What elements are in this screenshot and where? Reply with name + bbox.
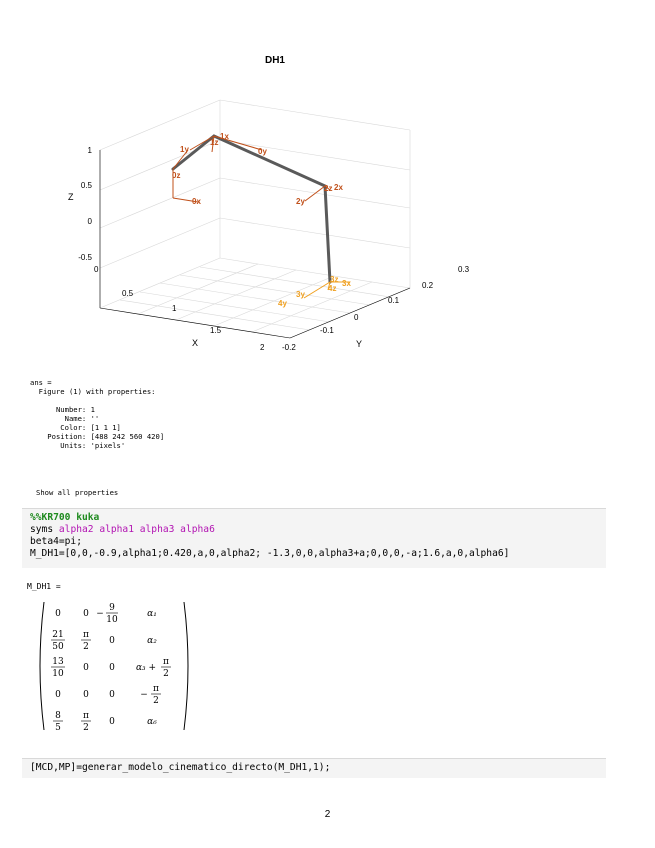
frame-label-0z: 0z	[172, 171, 181, 180]
ans-line: Name: ''	[30, 414, 100, 423]
code-cell-generar-modelo[interactable]	[22, 758, 606, 778]
y-tick-6: 0.3	[458, 265, 470, 274]
y-tick-3: 0	[354, 313, 359, 322]
y-tick-1: -0.2	[282, 343, 296, 352]
m-r2-c2-den: 2	[83, 642, 89, 652]
z-tick-3: 0	[87, 217, 92, 226]
code-line-mdh1: M_DH1=[0,0,-0.9,alpha1;0.420,a,0,alpha2; -1.3,0,0,alpha3+a;0,0,0,-a;1.6,a,0,alpha6]	[30, 548, 510, 559]
axes-box	[100, 100, 410, 338]
m-r3-c1-den: 10	[52, 669, 64, 679]
code-line-beta4: beta4=pi;	[30, 536, 82, 547]
ans-line: Figure (1) with properties:	[30, 387, 156, 396]
x-tick-5: 2	[260, 343, 265, 352]
ans-line	[30, 396, 164, 405]
y-tick-4: 0.1	[388, 296, 400, 305]
m-r5-c1-num: 8	[55, 711, 61, 721]
m-r5-c3: 0	[109, 717, 115, 727]
code-cell-kuka[interactable]	[22, 508, 606, 568]
m-r4-c1: 0	[55, 690, 61, 700]
frame-label-1z: 1z	[210, 138, 219, 147]
code-line-generar: [MCD,MP]=generar_modelo_cinematico_directo(M_DH1,1);	[30, 762, 331, 773]
m-r4-c2: 0	[83, 690, 89, 700]
frame-label-1y: 1y	[180, 145, 189, 154]
m-r1-c3-den: 10	[106, 615, 118, 625]
robot-links	[173, 136, 333, 282]
m-r3-c2: 0	[83, 663, 89, 673]
y-axis-label: Y	[356, 339, 363, 349]
ans-line: Number: 1	[30, 405, 95, 414]
code-syms-keyword: syms	[30, 524, 54, 535]
m-r2-c4: α₂	[147, 636, 157, 646]
dh1-figure	[60, 50, 490, 360]
frame-label-0x: 0x	[192, 197, 201, 206]
x-tick-2: 0.5	[122, 289, 134, 298]
m-r2-c1-den: 50	[52, 642, 64, 652]
frame-label-3y: 3y	[296, 290, 305, 299]
z-axis-label: Z	[68, 192, 74, 202]
z-tick-1: 1	[87, 146, 92, 155]
frame-label-0y: 0y	[258, 147, 267, 156]
m-r2-c1-num: 21	[52, 630, 64, 640]
code-comment: %%KR700 kuka	[30, 512, 100, 523]
ans-line: Units: 'pixels'	[30, 441, 126, 450]
z-tick-4: -0.5	[78, 253, 92, 262]
m-r4-c4-num: π	[153, 684, 159, 694]
m-r1-c3-num: 9	[109, 603, 115, 613]
m-r1-c2: 0	[83, 609, 89, 619]
x-tick-3: 1	[172, 304, 177, 313]
code-syms-vars: alpha2 alpha1 alpha3 alpha6	[58, 524, 215, 535]
page-number: 2	[324, 809, 331, 820]
m-r2-c3: 0	[109, 636, 115, 646]
minus-sign: −	[140, 690, 148, 700]
show-all-properties-link[interactable]: Show all properties	[36, 488, 119, 497]
y-tick-5: 0.2	[422, 281, 434, 290]
frame-arrows-dark	[173, 136, 333, 202]
m-r5-c2-den: 2	[83, 723, 89, 733]
m-r4-c3: 0	[109, 690, 115, 700]
frame-label-3x: 3x	[342, 279, 351, 288]
m-r5-c4: α₆	[147, 717, 157, 727]
m-r1-c1: 0	[55, 609, 61, 619]
frame-label-2x: 2x	[334, 183, 343, 192]
frame-label-3z: 3z	[330, 275, 339, 284]
m-r2-c2-num: π	[83, 630, 89, 640]
m-r3-c1-num: 13	[52, 657, 64, 667]
frame-label-2y: 2y	[296, 197, 305, 206]
frame-label-4z: 4z	[328, 284, 337, 293]
x-tick-4: 1.5	[210, 326, 222, 335]
figure-title: DH1	[264, 55, 286, 66]
z-tick-2: 0.5	[80, 181, 92, 190]
ans-line: ans =	[30, 378, 52, 387]
m-r3-c3: 0	[109, 663, 115, 673]
frame-label-2z: 2z	[324, 184, 333, 193]
x-axis-label: X	[192, 338, 199, 348]
m-r3-c4-num: π	[163, 657, 169, 667]
ans-line: Color: [1 1 1]	[30, 423, 121, 432]
x-tick-1: 0	[94, 265, 99, 274]
minus-sign: −	[96, 609, 104, 619]
m-r3-c4-den: 2	[163, 669, 169, 679]
ans-output	[30, 378, 164, 450]
m-r5-c2-num: π	[83, 711, 89, 721]
m-r1-c4: α₁	[147, 609, 157, 619]
y-tick-2: -0.1	[320, 326, 334, 335]
frame-label-1x: 1x	[220, 132, 229, 141]
m-r4-c4-den: 2	[153, 696, 159, 706]
mdh1-matrix	[34, 598, 194, 734]
frame-label-4y: 4y	[278, 299, 287, 308]
mdh1-output-label: M_DH1 =	[27, 582, 61, 591]
m-r5-c1-den: 5	[55, 723, 61, 733]
m-r3-c4-a: α₃ +	[135, 663, 157, 673]
ans-line: Position: [488 242 560 420]	[30, 432, 165, 441]
